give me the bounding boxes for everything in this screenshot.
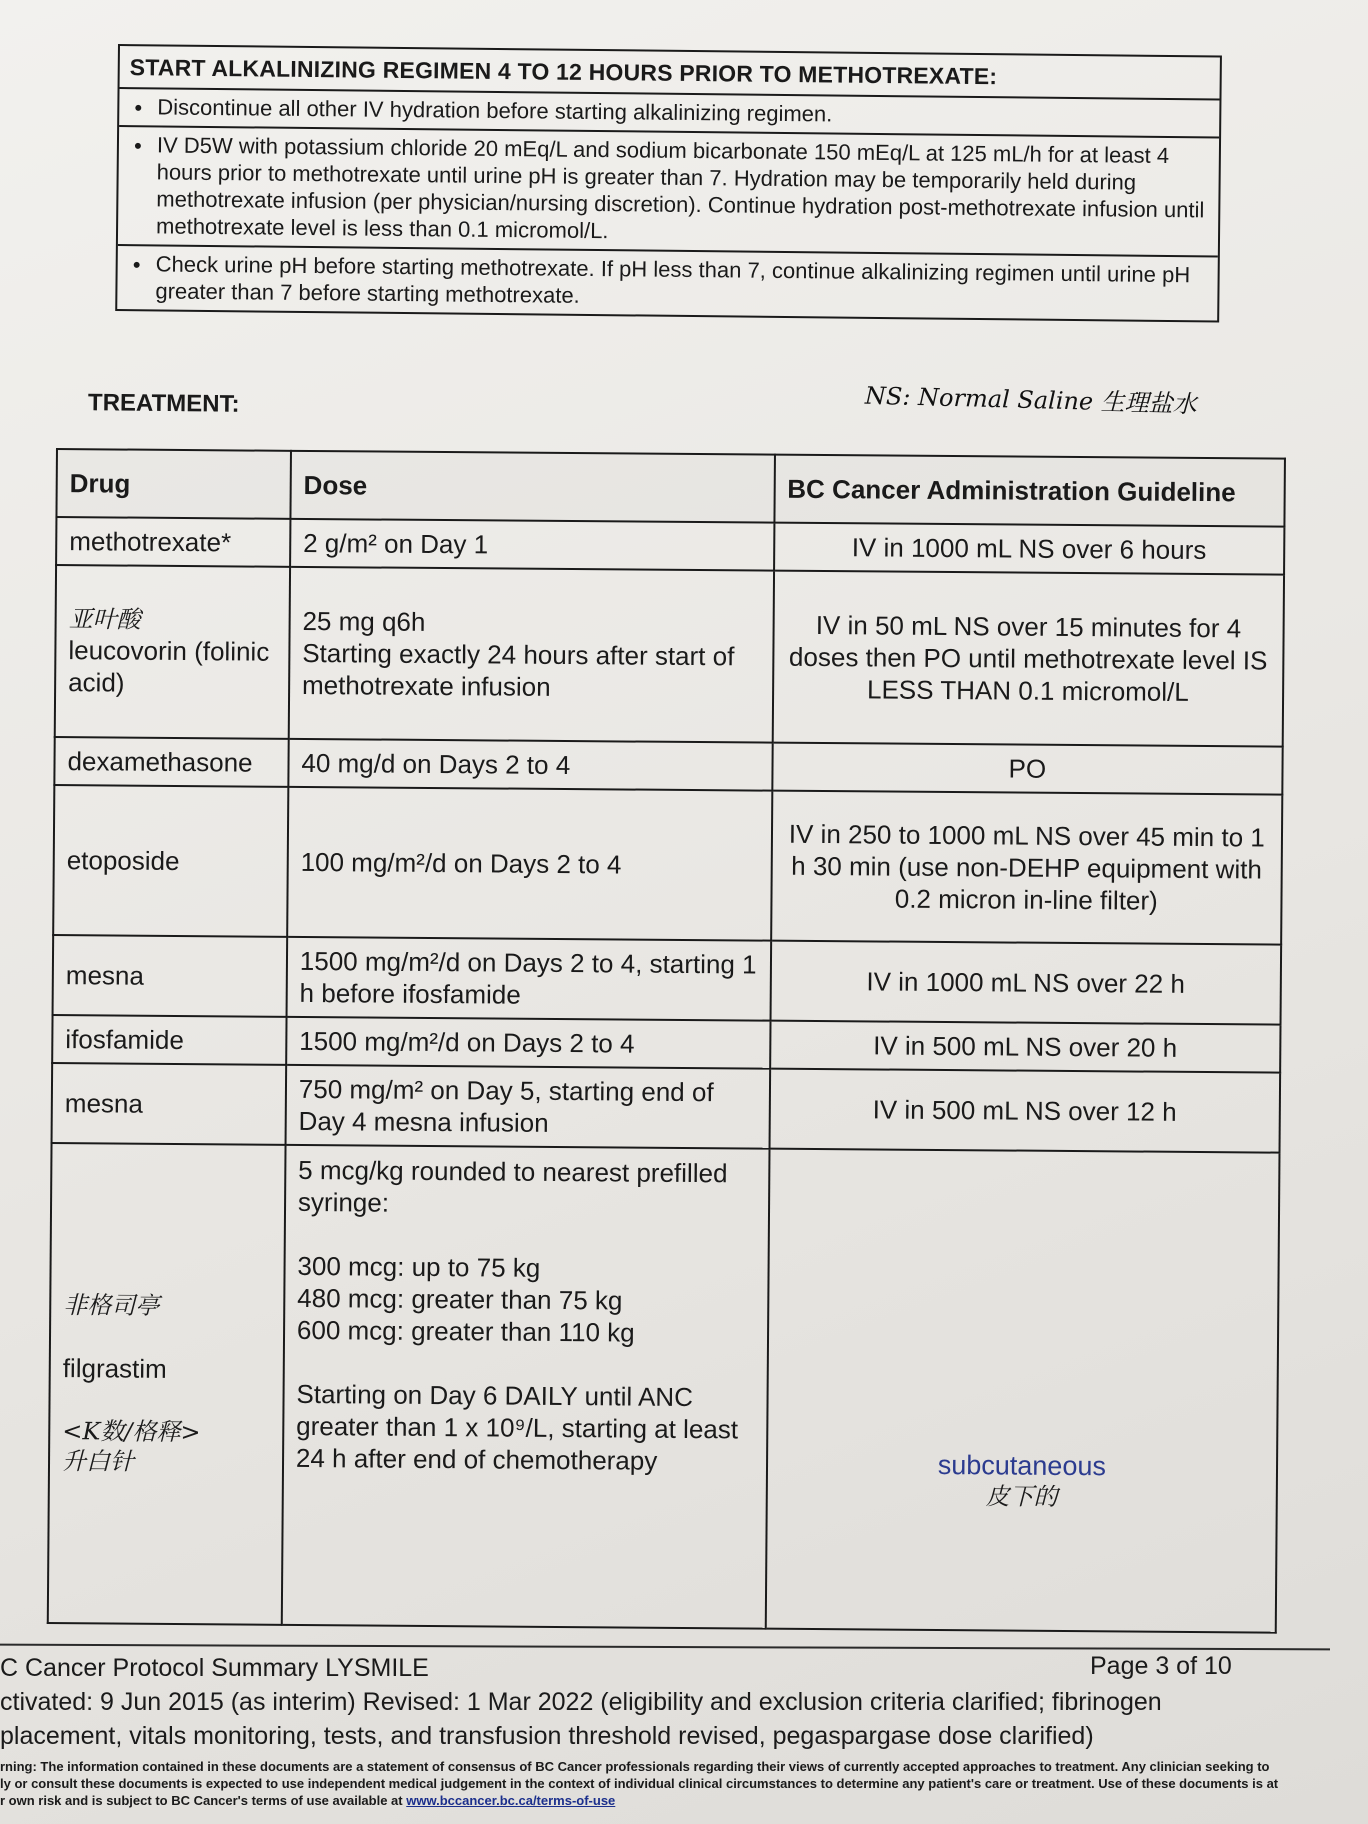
dose-cell: 100 mg/m²/d on Days 2 to 4 — [287, 787, 772, 941]
alkalinizing-item-text: Check urine pH before starting methotrexate. If pH less than 7, continue alkalinizing regimen until urine pH greater than 7 before starting methotrexate. — [155, 251, 1191, 308]
dose-text: 5 mcg/kg rounded to nearest prefilled syringe: — [297, 1154, 728, 1218]
admin-cell: IV in 500 mL NS over 20 h — [770, 1021, 1281, 1073]
admin-cell: IV in 500 mL NS over 12 h — [769, 1069, 1280, 1153]
dose-cell — [289, 567, 774, 743]
header-drug: Drug — [56, 449, 290, 519]
drug-cell: dexamethasone — [54, 737, 288, 787]
drug-cell: mesna — [52, 1063, 287, 1145]
alkalinizing-regimen-box — [115, 44, 1222, 323]
alkalinizing-item-text: Discontinue all other IV hydration before starting alkalinizing regimen. — [157, 94, 833, 127]
footer-dates: ctivated: 9 Jun 2015 (as interim) Revised: 1 Mar 2022 (eligibility and exclusion criteria clarified; fibrinogen — [0, 1688, 1162, 1716]
dose-cell: 1500 mg/m²/d on Days 2 to 4, starting 1 h before ifosfamide — [286, 937, 770, 1021]
bullet-icon: • — [132, 252, 141, 278]
drug-cell — [48, 1143, 286, 1625]
table-row — [55, 565, 1284, 747]
dose-cell: 750 mg/m² on Day 5, starting end of Day 4 mesna infusion — [285, 1065, 769, 1149]
handwritten-drug-note: 亚叶酸 — [68, 605, 141, 634]
handwritten-ns-note: NS: Normal Saline 生理盐水 — [864, 381, 1198, 419]
table-row — [52, 1063, 1281, 1153]
admin-cell: IV in 1000 mL NS over 22 h — [770, 941, 1281, 1025]
alkalinizing-item-text: IV D5W with potassium chloride 20 mEq/L and sodium bicarbonate 150 mEq/L at 125 mL/h for at least 4 hours prior to methotrexate until urine pH is greater than 7. Hydration may be temporarily held during methotrexate infusion (per physician/nursing discretion). Continue hydration post-methotrexate infusion until methotrexate level is less than 0.1 micromol/L. — [155, 132, 1205, 244]
drug-cell — [55, 565, 290, 739]
footer-protocol-title: C Cancer Protocol Summary LYSMILE — [0, 1654, 429, 1682]
dose-line: 480 mcg: greater than 75 kg — [297, 1282, 623, 1316]
footer-disclaimer — [0, 1792, 615, 1809]
dose-text: Starting on Day 6 DAILY until ANC greater than 1 x 10⁹/L, starting at least 24 h after end of chemotherapy — [295, 1378, 739, 1476]
dose-cell: 1500 mg/m²/d on Days 2 to 4 — [286, 1017, 770, 1069]
handwritten-admin-note: 皮下的 — [985, 1482, 1058, 1511]
admin-cell — [765, 1149, 1279, 1633]
table-header-row — [56, 449, 1284, 527]
handwritten-drug-note: 升白针 — [61, 1447, 135, 1476]
terms-of-use-link[interactable]: www.bccancer.bc.ca/terms-of-use — [406, 1793, 616, 1808]
footer-revision-notes: placement, vitals monitoring, tests, and transfusion threshold revised, pegaspargase dose clarified) — [0, 1722, 1094, 1750]
handwritten-drug-note: 非格司亭 — [63, 1291, 160, 1320]
dose-cell: 40 mg/d on Days 2 to 4 — [288, 739, 772, 791]
drug-cell: methotrexate* — [56, 517, 290, 567]
footer-disclaimer-text: r own risk and is subject to BC Cancer's terms of use available at — [0, 1793, 403, 1808]
bullet-icon: • — [134, 95, 143, 121]
dose-cell: 2 g/m² on Day 1 — [290, 519, 774, 571]
drug-name: filgrastim — [62, 1353, 167, 1384]
header-admin: BC Cancer Administration Guideline — [774, 455, 1285, 527]
drug-cell: mesna — [53, 935, 288, 1017]
footer-page-number: Page 3 of 10 — [1090, 1652, 1232, 1680]
footer-divider — [0, 1644, 1330, 1651]
admin-cell: IV in 250 to 1000 mL NS over 45 min to 1 h 30 min (use non-DEHP equipment with 0.2 micron in-line filter) — [771, 791, 1283, 945]
bullet-icon: • — [133, 133, 142, 159]
footer-disclaimer: rning: The information contained in these documents are a statement of consensus of BC Cancer professionals regarding their views of currently accepted approaches to treatment. Any clinician seeking to — [0, 1759, 1270, 1774]
alkalinizing-title: START ALKALINIZING REGIMEN 4 TO 12 HOURS PRIOR TO METHOTREXATE: — [129, 54, 998, 90]
dose-cell — [282, 1145, 770, 1629]
drug-cell: ifosfamide — [52, 1015, 286, 1065]
treatment-table — [47, 448, 1286, 1634]
treatment-heading: TREATMENT: — [87, 389, 240, 418]
dose-line: 600 mcg: greater than 110 kg — [296, 1314, 635, 1348]
dose-text: 25 mg q6h — [302, 605, 426, 637]
handwritten-drug-note: <K数/格释> — [62, 1417, 201, 1447]
admin-cell: IV in 1000 mL NS over 6 hours — [774, 523, 1285, 575]
table-row — [48, 1143, 1280, 1633]
drug-cell: etoposide — [53, 785, 288, 937]
admin-cell: IV in 50 mL NS over 15 minutes for 4 doses then PO until methotrexate level IS LESS THAN 0.1 micromol/L — [772, 571, 1284, 747]
dose-line: 300 mcg: up to 75 kg — [297, 1250, 541, 1283]
footer-disclaimer: ly or consult these documents is expected to use independent medical judgement in the context of individual clinical circumstances to determine any patient's care or treatment. Use of these documents is at — [0, 1776, 1279, 1791]
alkalinizing-item — [117, 244, 1218, 321]
alkalinizing-item — [118, 125, 1219, 256]
admin-cell: PO — [772, 743, 1283, 795]
dose-text: Starting exactly 24 hours after start of methotrexate infusion — [301, 637, 735, 702]
table-row — [53, 785, 1282, 945]
drug-name: leucovorin (folinic acid) — [68, 635, 270, 698]
admin-text: subcutaneous — [937, 1449, 1107, 1482]
table-row — [53, 935, 1282, 1025]
header-dose: Dose — [290, 451, 774, 523]
